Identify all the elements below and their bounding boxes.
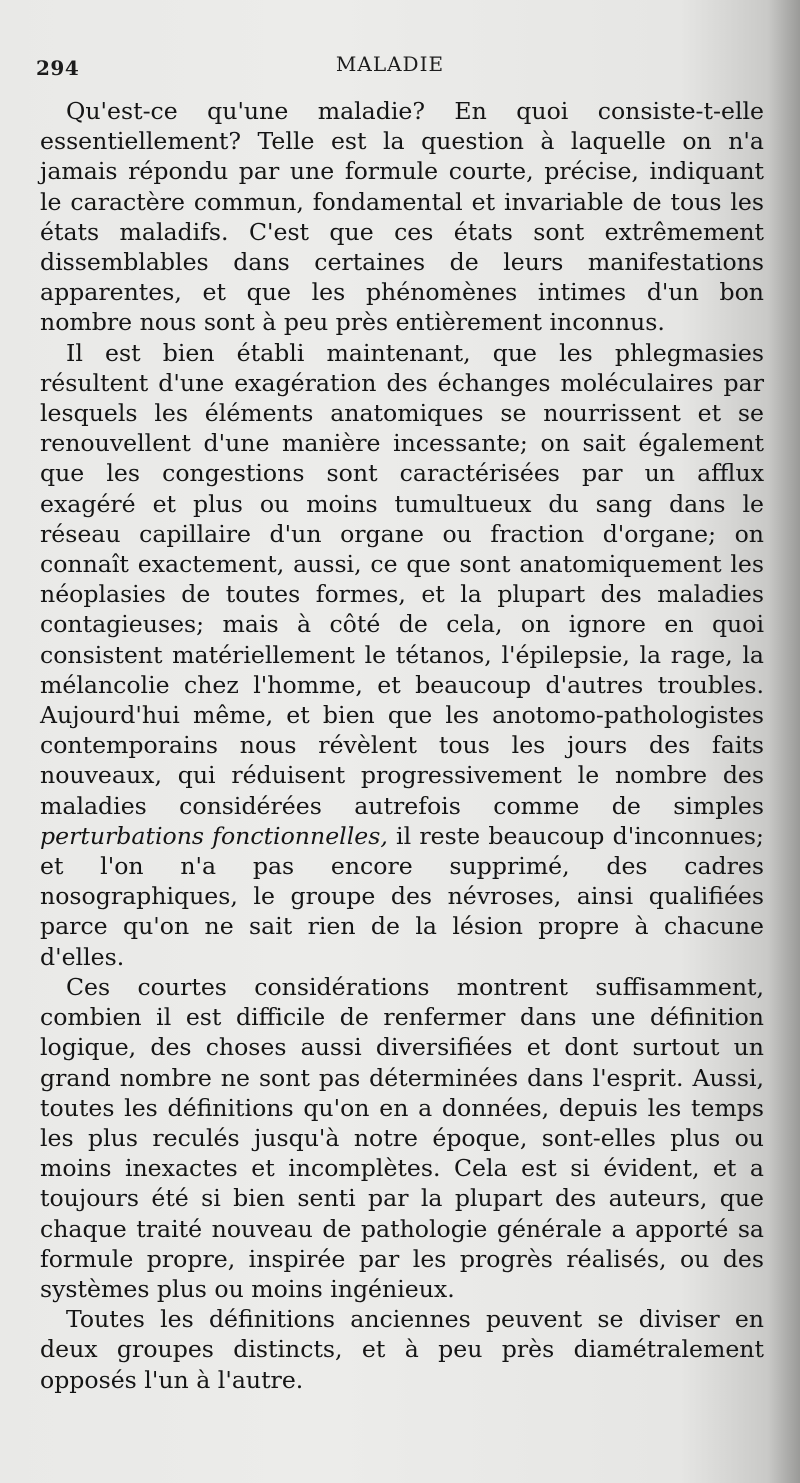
paragraph-text-before-emphasis: Il est bien établi maintenant, que les phlegmasies résultent d'une exagération des échanges moléculaires par lesquels les éléments anatomiques se nourrissent et se renouvellent d'une manière incessante; on sait également que les congestions sont caractérisées par un afflux exagéré et plus ou moins tumultueux du sang dans le réseau capillaire d'un organe ou fraction d'organe; on connaît exactement, aussi, ce que sont anatomiquement les néoplasies de toutes formes, et la plupart des maladies contagieuses; mais à côté de cela, on ignore en quoi consistent matériellement le tétanos, l'épilepsie, la rage, la mélancolie chez l'homme, et beaucoup d'autres troubles. Aujourd'hui même, et bien que les anotomo-pathologistes contemporains nous révèlent tous les jours des faits nouveaux, qui réduisent progressivement le nombre des maladies considérées autrefois comme de simples xyxy=(40,338,764,820)
paragraph-definition-question: Qu'est-ce qu'une maladie? En quoi consiste-t-elle essentiellement? Telle est la question à laquelle on n'a jamais répondu par une formule courte, précise, indiquant le caractère commun, fondamental et invariable de tous les états maladifs. C'est que ces états sont extrêmement dissemblables dans certaines de leurs manifestations apparentes, et que les phénomènes intimes d'un bon nombre nous sont à peu près entièrement inconnus. xyxy=(40,97,764,337)
paragraph-two-groups: Toutes les définitions anciennes peuvent se diviser en deux groupes distincts, et à peu près diamétralement opposés l'un à l'autre. xyxy=(40,1305,764,1394)
emphasized-phrase: perturbations fonctionnelles, xyxy=(40,821,388,850)
page-header xyxy=(36,52,744,82)
paragraph-difficulty-of-definition: Ces courtes considérations montrent suffisamment, combien il est difficile de renfermer dans une définition logique, des choses aussi diversifiées et dont surtout un grand nombre ne sont pas déterminées dans l'esprit. Aussi, toutes les définitions qu'on en a données, depuis les temps les plus reculés jusqu'à notre époque, sont-elles plus ou moins inexactes et incomplètes. Cela est si évident, et a toujours été si bien senti par la plupart des auteurs, que chaque traité nouveau de pathologie générale a apporté sa formule propre, inspirée par les progrès réalisés, ou des systèmes plus ou moins ingénieux. xyxy=(40,972,764,1303)
running-title: MALADIE xyxy=(335,52,445,76)
page-number: 294 xyxy=(36,56,80,80)
paragraph-known-and-unknown-diseases xyxy=(40,338,764,972)
body-text xyxy=(40,96,764,1395)
paragraph-text-after-emphasis: il reste beaucoup d'inconnues; et l'on n'a pas encore supprimé, des cadres nosographiques, le groupe des névroses, ainsi qualifiées parce qu'on ne sait rien de la lésion propre à chacune d'elles. xyxy=(40,821,764,971)
